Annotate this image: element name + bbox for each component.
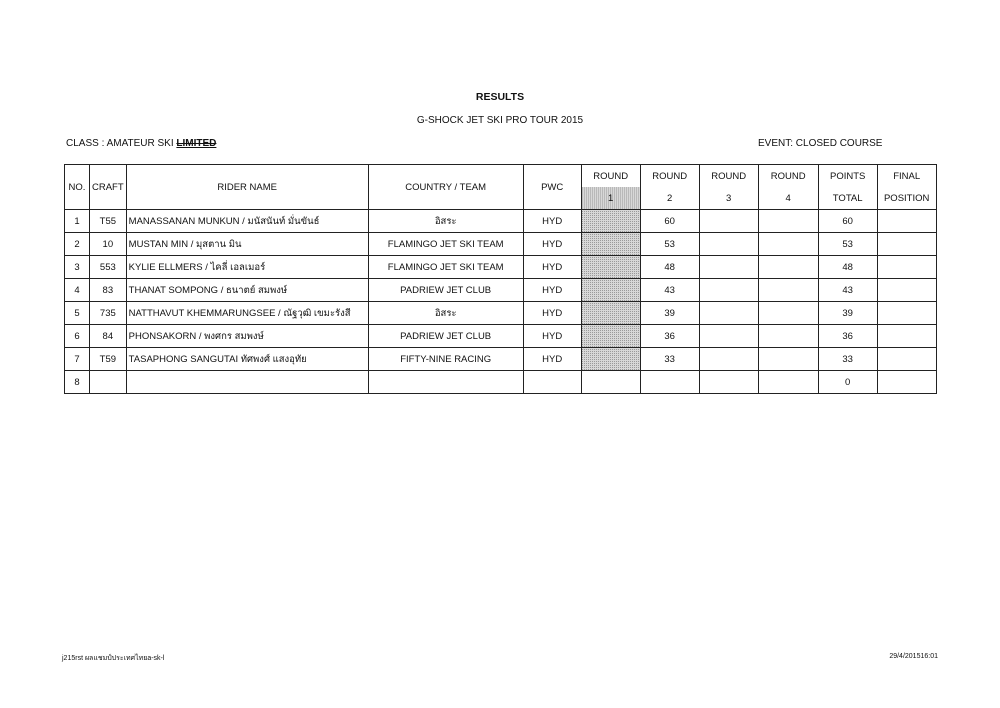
cell-no: 8: [65, 371, 90, 394]
col-round4-number: 4: [758, 187, 818, 210]
table-row: [65, 302, 937, 325]
col-points-label: POINTS: [818, 165, 877, 188]
cell-round4: [758, 233, 818, 256]
table-row: [65, 233, 937, 256]
cell-round4: [758, 210, 818, 233]
cell-round2: 60: [640, 210, 699, 233]
cell-round3: [699, 371, 758, 394]
cell-rider: MUSTAN MIN / มุสตาน มิน: [126, 233, 368, 256]
cell-pwc: HYD: [523, 233, 581, 256]
cell-round1: [581, 325, 640, 348]
cell-rider: [126, 371, 368, 394]
cell-no: 5: [65, 302, 90, 325]
cell-craft: 84: [90, 325, 127, 348]
cell-round3: [699, 279, 758, 302]
cell-rider: TASAPHONG SANGUTAI ทัศพงศ์ แสงอุทัย: [126, 348, 368, 371]
cell-round2: 36: [640, 325, 699, 348]
col-round1-number: 1: [581, 187, 640, 210]
class-prefix: CLASS : AMATEUR SKI: [66, 138, 177, 149]
cell-no: 1: [65, 210, 90, 233]
col-round1-label: ROUND: [581, 165, 640, 188]
col-round3-number: 3: [699, 187, 758, 210]
cell-final-position: [877, 371, 936, 394]
col-final-label: FINAL: [877, 165, 936, 188]
footer-timestamp: 29/4/201516:01: [889, 653, 938, 660]
cell-rider: THANAT SOMPONG / ธนาตย์ สมพงษ์: [126, 279, 368, 302]
cell-pwc: HYD: [523, 325, 581, 348]
col-pwc: PWC: [523, 165, 581, 210]
cell-round1: [581, 233, 640, 256]
col-rider: RIDER NAME: [126, 165, 368, 210]
results-title: RESULTS: [475, 91, 525, 103]
cell-round4: [758, 371, 818, 394]
cell-final-position: [877, 325, 936, 348]
table-row: [65, 256, 937, 279]
cell-round1: [581, 302, 640, 325]
cell-points-total: 43: [818, 279, 877, 302]
cell-pwc: HYD: [523, 256, 581, 279]
cell-points-total: 48: [818, 256, 877, 279]
cell-round2: 39: [640, 302, 699, 325]
cell-team: อิสระ: [368, 302, 523, 325]
table-row: [65, 325, 937, 348]
table-row: [65, 210, 937, 233]
cell-final-position: [877, 348, 936, 371]
col-final-position: POSITION: [877, 187, 936, 210]
cell-round2: 43: [640, 279, 699, 302]
cell-round1: [581, 210, 640, 233]
col-points-total: TOTAL: [818, 187, 877, 210]
cell-final-position: [877, 233, 936, 256]
cell-craft: T59: [90, 348, 127, 371]
cell-round3: [699, 325, 758, 348]
table-row: [65, 371, 937, 394]
cell-round4: [758, 256, 818, 279]
cell-rider: NATTHAVUT KHEMMARUNGSEE / ณัฐวุฒิ เขมะรังสี: [126, 302, 368, 325]
event-label: EVENT: CLOSED COURSE: [758, 138, 883, 149]
cell-round1: [581, 371, 640, 394]
cell-team: PADRIEW JET CLUB: [368, 325, 523, 348]
cell-craft: 553: [90, 256, 127, 279]
cell-pwc: HYD: [523, 279, 581, 302]
cell-rider: KYLIE ELLMERS / ไคลี่ เอลเมอร์: [126, 256, 368, 279]
footer-file-label: j215rst ผลแชมป์ประเทศไทยa-sk-l: [62, 655, 165, 662]
class-label: [66, 138, 216, 149]
col-craft: CRAFT: [90, 165, 127, 210]
cell-rider: MANASSANAN MUNKUN / มนัสนันท์ มั่นขันธ์: [126, 210, 368, 233]
cell-points-total: 0: [818, 371, 877, 394]
cell-no: 6: [65, 325, 90, 348]
cell-no: 2: [65, 233, 90, 256]
cell-points-total: 53: [818, 233, 877, 256]
cell-final-position: [877, 210, 936, 233]
col-country-team: COUNTRY / TEAM: [368, 165, 523, 210]
cell-final-position: [877, 279, 936, 302]
cell-round2: 48: [640, 256, 699, 279]
table-row: [65, 348, 937, 371]
cell-team: FIFTY-NINE RACING: [368, 348, 523, 371]
cell-craft: 735: [90, 302, 127, 325]
col-round4-label: ROUND: [758, 165, 818, 188]
cell-points-total: 39: [818, 302, 877, 325]
cell-final-position: [877, 302, 936, 325]
cell-points-total: 36: [818, 325, 877, 348]
cell-craft: 83: [90, 279, 127, 302]
cell-no: 3: [65, 256, 90, 279]
cell-craft: T55: [90, 210, 127, 233]
cell-pwc: HYD: [523, 302, 581, 325]
cell-round1: [581, 256, 640, 279]
tour-subtitle: G-SHOCK JET SKI PRO TOUR 2015: [416, 115, 584, 126]
cell-round4: [758, 348, 818, 371]
col-round2-number: 2: [640, 187, 699, 210]
cell-round4: [758, 279, 818, 302]
cell-team: FLAMINGO JET SKI TEAM: [368, 256, 523, 279]
cell-no: 7: [65, 348, 90, 371]
cell-round3: [699, 210, 758, 233]
cell-team: [368, 371, 523, 394]
cell-final-position: [877, 256, 936, 279]
cell-round2: 53: [640, 233, 699, 256]
class-strike: LIMITED: [176, 138, 217, 149]
cell-craft: 10: [90, 233, 127, 256]
cell-round1: [581, 348, 640, 371]
cell-round4: [758, 302, 818, 325]
cell-team: PADRIEW JET CLUB: [368, 279, 523, 302]
table-row: [65, 279, 937, 302]
col-round3-label: ROUND: [699, 165, 758, 188]
cell-round3: [699, 256, 758, 279]
cell-pwc: [523, 371, 581, 394]
cell-round3: [699, 233, 758, 256]
cell-team: FLAMINGO JET SKI TEAM: [368, 233, 523, 256]
cell-team: อิสระ: [368, 210, 523, 233]
cell-round3: [699, 348, 758, 371]
cell-round3: [699, 302, 758, 325]
cell-points-total: 60: [818, 210, 877, 233]
cell-round4: [758, 325, 818, 348]
col-round2-label: ROUND: [640, 165, 699, 188]
cell-pwc: HYD: [523, 210, 581, 233]
cell-pwc: HYD: [523, 348, 581, 371]
cell-round1: [581, 279, 640, 302]
cell-rider: PHONSAKORN / พงศกร สมพงษ์: [126, 325, 368, 348]
results-table: [64, 164, 937, 394]
cell-no: 4: [65, 279, 90, 302]
col-no: NO.: [65, 165, 90, 210]
cell-points-total: 33: [818, 348, 877, 371]
cell-craft: [90, 371, 127, 394]
cell-round2: [640, 371, 699, 394]
cell-round2: 33: [640, 348, 699, 371]
